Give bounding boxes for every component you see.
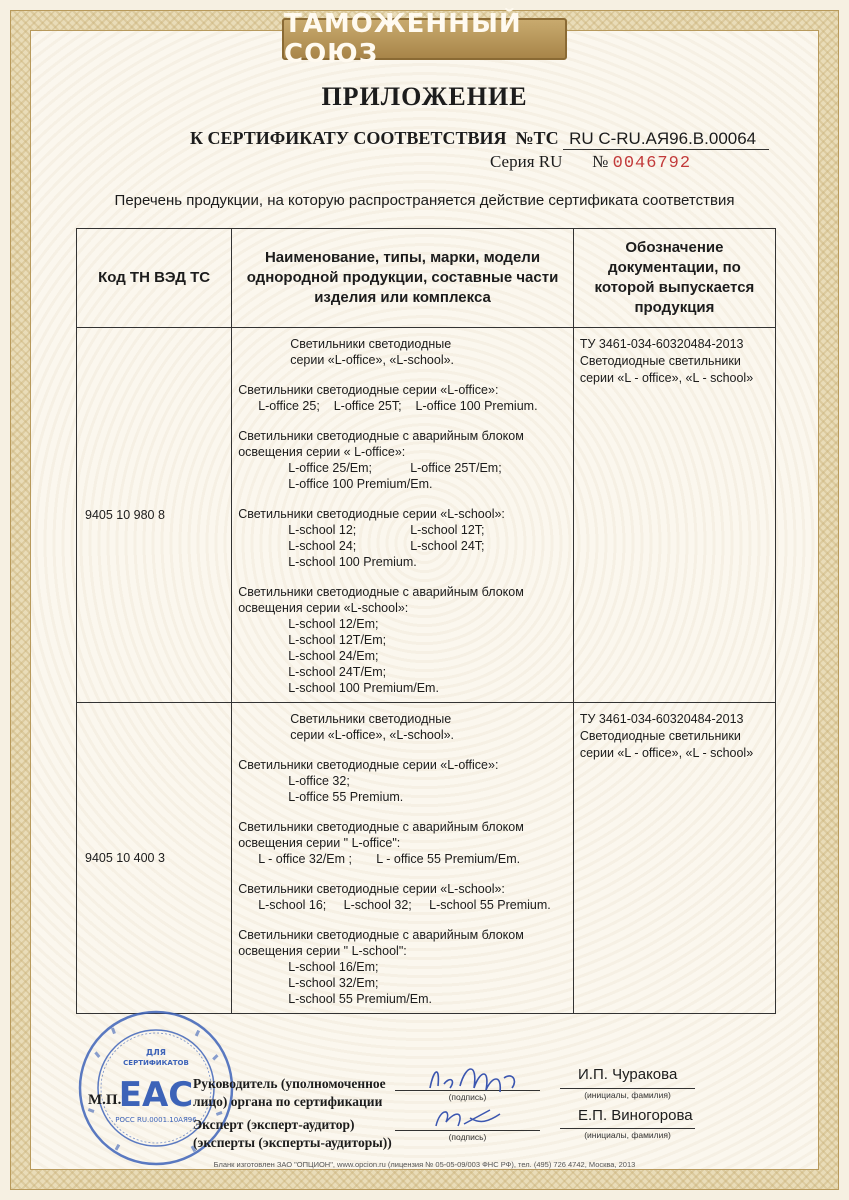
table-header-row bbox=[77, 229, 776, 328]
series-row bbox=[490, 152, 790, 174]
series-value: RU bbox=[538, 152, 563, 171]
expert-role bbox=[193, 1116, 392, 1151]
model-item: L-school 24; bbox=[288, 539, 357, 553]
table-row bbox=[77, 703, 776, 1014]
product-group bbox=[238, 819, 567, 867]
customs-union-banner: ТАМОЖЕННЫЙ СОЮЗ bbox=[282, 18, 567, 60]
stamp-top-text: ДЛЯ bbox=[146, 1048, 166, 1057]
expert-name: Е.П. Виногорова bbox=[578, 1107, 693, 1124]
head-name: И.П. Чуракова bbox=[578, 1066, 678, 1083]
model-line bbox=[238, 398, 567, 414]
model-item: L-school 12T; bbox=[410, 523, 485, 537]
model-item: L-office 32; bbox=[288, 774, 350, 788]
model-line bbox=[238, 616, 567, 648]
subtitle-prefix: К СЕРТИФИКАТУ СООТВЕТСТВИЯ bbox=[190, 128, 507, 148]
intro-text: Перечень продукции, на которую распространяется действие сертификата соответствия bbox=[114, 192, 735, 209]
series-label: Серия bbox=[490, 152, 535, 171]
group-title: Светильники светодиодные серии «L-office»: bbox=[238, 383, 499, 397]
model-item: L-school 32; bbox=[343, 898, 412, 912]
model-line bbox=[238, 648, 567, 680]
name-caption: (инициалы, фамилия) bbox=[584, 1130, 671, 1140]
head-role-line: Руководитель (уполномоченное bbox=[193, 1076, 386, 1091]
model-item: L-school 24/Em; bbox=[288, 649, 379, 663]
model-item: L-school 12/Em; bbox=[288, 617, 379, 631]
group-line: Светильники светодиодные bbox=[290, 337, 452, 351]
model-line bbox=[238, 851, 567, 867]
product-group bbox=[238, 881, 567, 913]
serial-label: № bbox=[592, 152, 609, 171]
model-line bbox=[238, 460, 567, 476]
product-group bbox=[238, 506, 567, 570]
group-line: Светильники светодиодные bbox=[290, 712, 452, 726]
group-line: серии «L-office», «L-school». bbox=[290, 353, 455, 367]
model-line: L-school 100 Premium/Em. bbox=[288, 681, 439, 695]
form-printer-note: Бланк изготовлен ЗАО "ОПЦИОН", www.opcion.ru (лицензия № 05-05-09/003 ФНС РФ), тел. (495) 726 4742, Москва, 2013 bbox=[213, 1160, 636, 1169]
stamp-place-label: М.П. bbox=[88, 1092, 122, 1108]
group-line: освещения серии « L-office»: bbox=[238, 445, 406, 459]
group-line: освещения серии " L-office": bbox=[238, 836, 401, 850]
head-name-line bbox=[560, 1088, 695, 1089]
spec-title: Светодиодные светильники серии «L - office», «L - school» bbox=[579, 728, 754, 760]
certificate-reference bbox=[190, 128, 757, 150]
model-item: L - office 55 Premium/Em. bbox=[376, 852, 521, 866]
hs-code: 9405 10 980 8 bbox=[77, 328, 232, 703]
group-title: Светильники светодиодные серии «L-school»: bbox=[238, 882, 505, 896]
documentation-cell bbox=[573, 328, 775, 703]
group-line: серии «L-office», «L-school». bbox=[290, 728, 455, 742]
model-item: L-office 55 Premium. bbox=[288, 790, 404, 804]
spec-number: ТУ 3461-034-60320484-2013 bbox=[579, 337, 744, 351]
model-line: L-office 100 Premium/Em. bbox=[288, 477, 433, 491]
eac-mark: ЕАС bbox=[118, 1075, 194, 1115]
model-line: L-school 55 Premium/Em. bbox=[288, 992, 432, 1006]
model-line bbox=[238, 897, 567, 913]
stamp-reg-text: РОСС RU.0001.10АЯ96 bbox=[115, 1116, 197, 1124]
serial-number: 0046792 bbox=[612, 154, 692, 173]
group-line: Светильники светодиодные с аварийным блоком bbox=[238, 928, 524, 942]
product-list bbox=[232, 328, 574, 703]
spec-number: ТУ 3461-034-60320484-2013 bbox=[579, 712, 744, 726]
stamp-sub-text: СЕРТИФИКАТОВ bbox=[123, 1059, 189, 1067]
model-item: L-school 16; bbox=[258, 898, 327, 912]
page-title: ПРИЛОЖЕНИЕ bbox=[321, 82, 528, 111]
group-line: освещения серии «L-school»: bbox=[238, 601, 409, 615]
expert-name-line bbox=[560, 1128, 695, 1129]
model-line bbox=[238, 773, 567, 805]
model-item: L-school 55 Premium. bbox=[429, 898, 551, 912]
number-label: №ТС bbox=[515, 128, 559, 148]
model-item: L-school 12T/Em; bbox=[288, 633, 387, 647]
model-line bbox=[238, 522, 567, 538]
product-group bbox=[238, 336, 567, 368]
model-line: L-school 100 Premium. bbox=[288, 555, 417, 569]
group-line: освещения серии " L-school": bbox=[238, 944, 407, 958]
head-role-line: лицо) органа по сертификации bbox=[193, 1093, 383, 1109]
model-item: L-office 25T/Em; bbox=[410, 461, 502, 475]
model-item: L-school 12; bbox=[288, 523, 357, 537]
model-item: L - office 32/Em ; bbox=[258, 852, 352, 866]
product-group bbox=[238, 711, 567, 743]
model-item: L-office 100 Premium. bbox=[415, 399, 538, 413]
product-group bbox=[238, 382, 567, 414]
expert-role-line: (эксперты (эксперты-аудиторы)) bbox=[193, 1134, 392, 1150]
model-item: L-school 16/Em; bbox=[288, 960, 379, 974]
product-group bbox=[238, 757, 567, 805]
model-line bbox=[238, 538, 567, 554]
group-line: Светильники светодиодные с аварийным блоком bbox=[238, 429, 524, 443]
product-table bbox=[76, 228, 776, 1014]
model-item: L-school 24T; bbox=[410, 539, 485, 553]
model-item: L-office 25/Em; bbox=[288, 461, 373, 475]
product-list bbox=[232, 703, 574, 1014]
spec-title: Светодиодные светильники серии «L - office», «L - school» bbox=[579, 353, 754, 385]
model-line bbox=[238, 959, 567, 991]
certificate-number: RU C-RU.АЯ96.В.00064 bbox=[563, 129, 769, 150]
header-code: Код ТН ВЭД ТС bbox=[77, 229, 232, 328]
product-group bbox=[238, 584, 567, 696]
model-item: L-school 32/Em; bbox=[288, 976, 379, 990]
group-title: Светильники светодиодные серии «L-school»: bbox=[238, 507, 505, 521]
hs-code: 9405 10 400 3 bbox=[77, 703, 232, 1014]
product-group bbox=[238, 428, 567, 492]
documentation-cell bbox=[573, 703, 775, 1014]
expert-role-line: Эксперт (эксперт-аудитор) bbox=[193, 1117, 355, 1132]
group-title: Светильники светодиодные серии «L-office»: bbox=[238, 758, 499, 772]
product-group bbox=[238, 927, 567, 1007]
signature-caption: (подпись) bbox=[448, 1132, 487, 1142]
header-name: Наименование, типы, марки, модели однородной продукции, составные части изделия или комплекса bbox=[232, 229, 574, 328]
head-signature bbox=[420, 1058, 530, 1098]
table-row bbox=[77, 328, 776, 703]
header-doc: Обозначение документации, по которой выпускается продукция bbox=[573, 229, 775, 328]
group-line: Светильники светодиодные с аварийным блоком bbox=[238, 585, 524, 599]
model-item: L-office 25T; bbox=[333, 399, 402, 413]
group-line: Светильники светодиодные с аварийным блоком bbox=[238, 820, 524, 834]
name-caption: (инициалы, фамилия) bbox=[584, 1090, 671, 1100]
head-role bbox=[193, 1075, 386, 1110]
model-item: L-office 25; bbox=[258, 399, 320, 413]
model-item: L-school 24T/Em; bbox=[288, 665, 387, 679]
signature-caption: (подпись) bbox=[448, 1092, 487, 1102]
expert-signature bbox=[430, 1100, 510, 1134]
